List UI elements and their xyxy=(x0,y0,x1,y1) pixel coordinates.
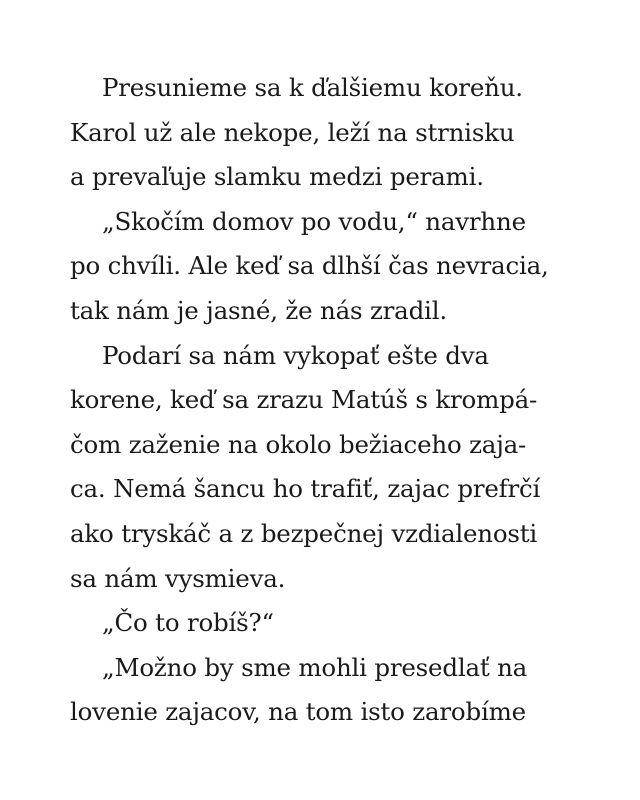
text-line: a prevaľuje slamku medzi perami. xyxy=(70,162,484,192)
text-line: sa nám vysmieva. xyxy=(70,563,286,593)
text-line: Presunieme sa k ďalšiemu koreňu. xyxy=(102,73,523,102)
text-line: korene, keď sa zrazu Matúš s krompá- xyxy=(70,385,538,415)
text-line: čom zaženie na okolo bežiaceho zaja- xyxy=(70,429,527,459)
text-line: „Možno by sme mohli presedlať na xyxy=(102,652,528,682)
book-page-text xyxy=(70,68,590,737)
text-line: ako tryskáč a z bezpečnej vzdialenosti xyxy=(70,518,538,548)
text-line: „Čo to robíš?“ xyxy=(102,608,274,638)
text-line: tak nám je jasné, že nás zradil. xyxy=(70,295,447,325)
text-line: po chvíli. Ale keď sa dlhší čas nevracia, xyxy=(70,251,549,281)
text-line: Podarí sa nám vykopať ešte dva xyxy=(102,340,489,370)
text-line: ca. Nemá šancu ho trafiť, zajac prefrčí xyxy=(70,474,541,504)
text-line: Karol už ale nekope, leží na strnisku xyxy=(70,117,515,147)
text-line: „Skočím domov po vodu,“ navrhne xyxy=(102,206,526,236)
text-line: lovenie zajacov, na tom isto zarobíme xyxy=(70,697,526,727)
